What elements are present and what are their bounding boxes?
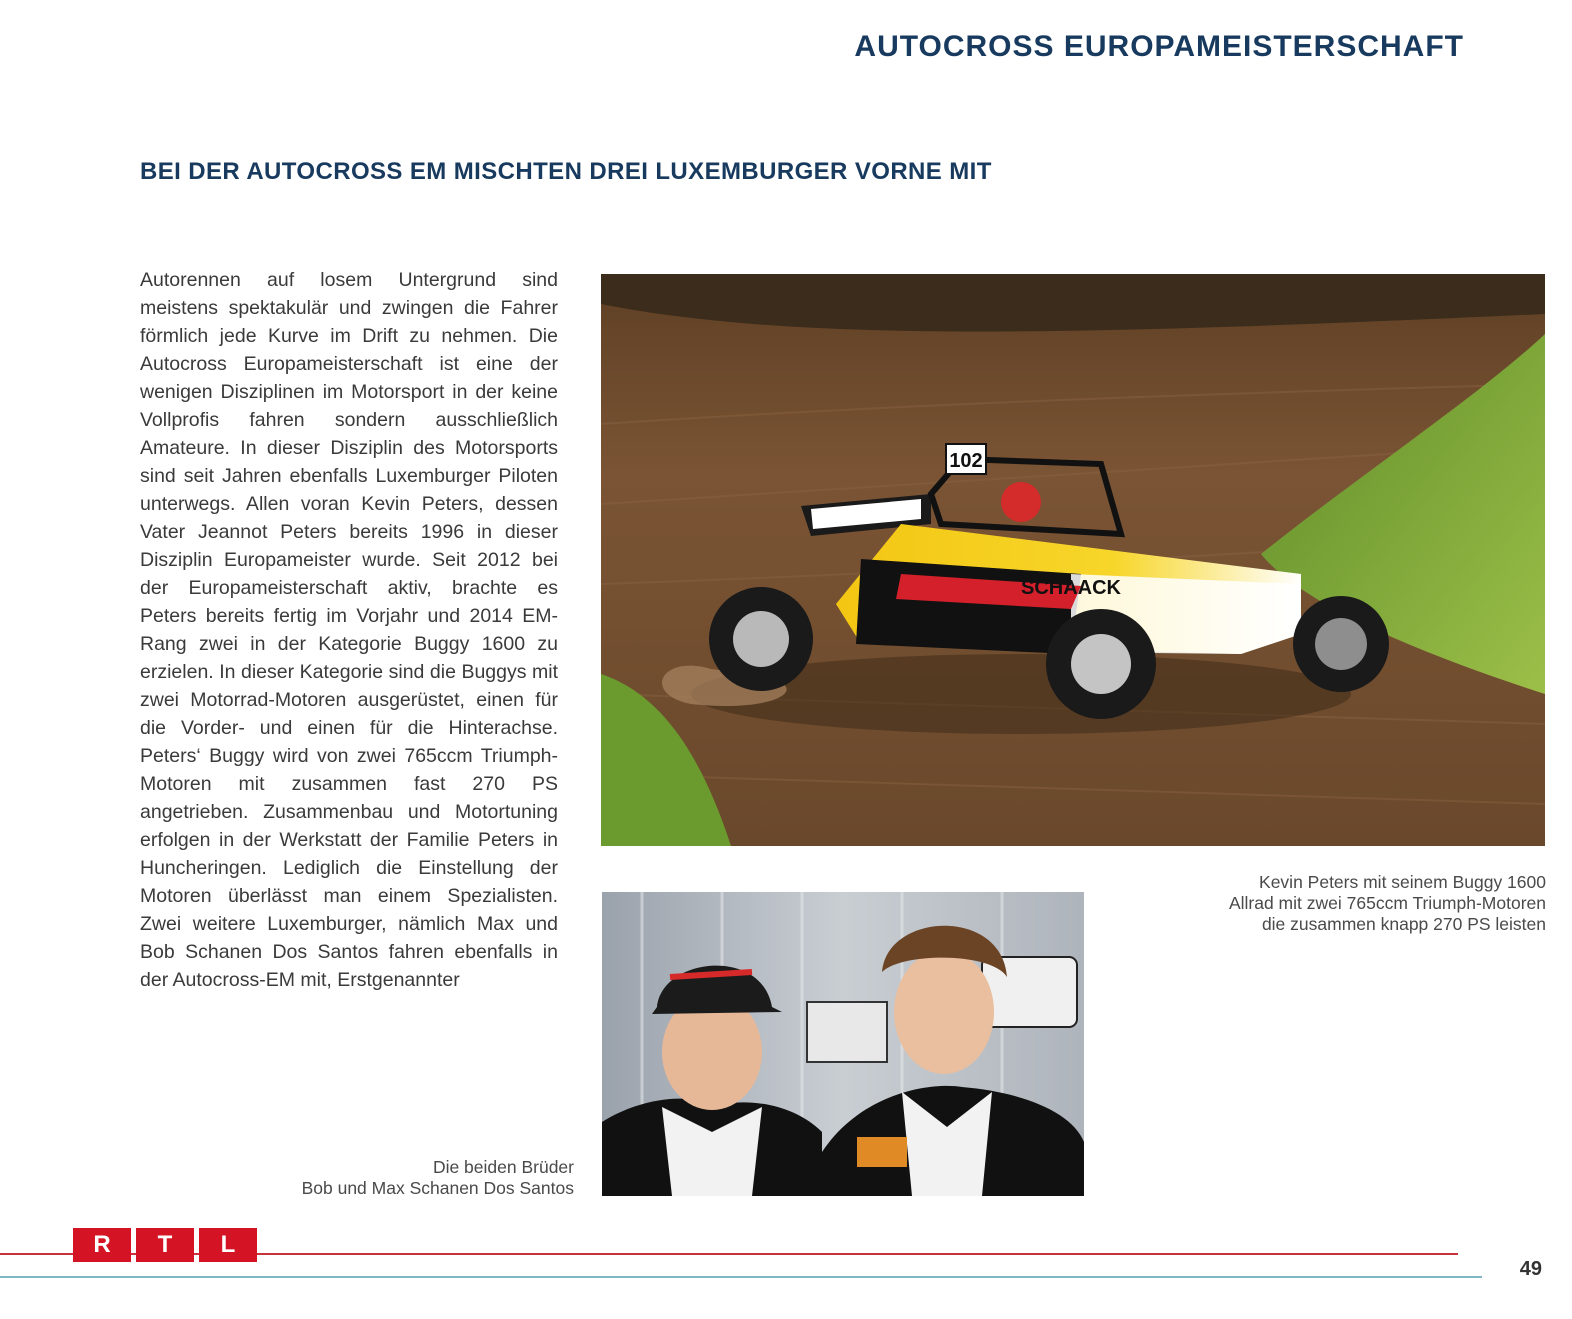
logo-letter: L xyxy=(199,1228,257,1262)
section-title: AUTOCROSS EUROPAMEISTERSCHAFT xyxy=(854,30,1464,63)
logo-letter: R xyxy=(73,1228,131,1262)
car-number: 102 xyxy=(949,450,983,472)
footer-teal-rule xyxy=(0,1276,1482,1278)
brothers-photo xyxy=(602,892,1084,1196)
rtl-logo xyxy=(73,1228,257,1262)
caption-line: Allrad mit zwei 765ccm Triumph-Motoren xyxy=(1228,893,1546,913)
article-body: Autorennen auf losem Untergrund sind meistens spektakulär und zwingen die Fahrer förmlich jede Kurve im Drift zu nehmen. Die Autocross Europameisterschaft ist eine der wenigen Disziplinen im Motorsport in der keine Vollprofis fahren sondern ausschließlich Amateure. In dieser Disziplin des Motorsports sind seit Jahren ebenfalls Luxemburger Piloten unterwegs. Allen voran Kevin Peters, dessen Vater Jeannot Peters bereits 1996 in dieser Disziplin Europameister wurde. Seit 2012 bei der Europameisterschaft aktiv, brachte es Peters bereits fertig im Vorjahr und 2014 EM-Rang zwei in der Kategorie Buggy 1600 zu erzielen. In dieser Kategorie sind die Buggys mit zwei Motorrad-Motoren ausgerüstet, einen für die Vorder- und einen für die Hinterachse. Peters‘ Buggy wird von zwei 765ccm Triumph-Motoren mit zusammen fast 270 PS angetrieben. Zusammenbau und Motortuning erfolgen in der Werkstatt der Familie Peters in Huncheringen. Lediglich die Einstellung der Motoren überlässt man einem Spezialisten. Zwei weitere Luxemburger, nämlich Max und Bob Schanen Dos Santos fahren ebenfalls in der Autocross-EM mit, Erstgenannter xyxy=(140,269,558,991)
article-headline: BEI DER AUTOCROSS EM MISCHTEN DREI LUXEMBURGER VORNE MIT xyxy=(140,158,992,185)
buggy-photo-caption xyxy=(1166,872,1546,935)
logo-letter: T xyxy=(136,1228,194,1262)
car-sponsor: SCHAACK xyxy=(1021,577,1121,599)
caption-line: Kevin Peters mit seinem Buggy 1600 xyxy=(1259,872,1546,892)
brothers-photo-caption xyxy=(254,1157,574,1199)
page-number: 49 xyxy=(1519,1258,1542,1280)
buggy-photo xyxy=(601,274,1545,846)
caption-line: Bob und Max Schanen Dos Santos xyxy=(301,1178,574,1198)
caption-line: die zusammen knapp 270 PS leisten xyxy=(1261,914,1546,934)
caption-line: Die beiden Brüder xyxy=(432,1157,574,1177)
